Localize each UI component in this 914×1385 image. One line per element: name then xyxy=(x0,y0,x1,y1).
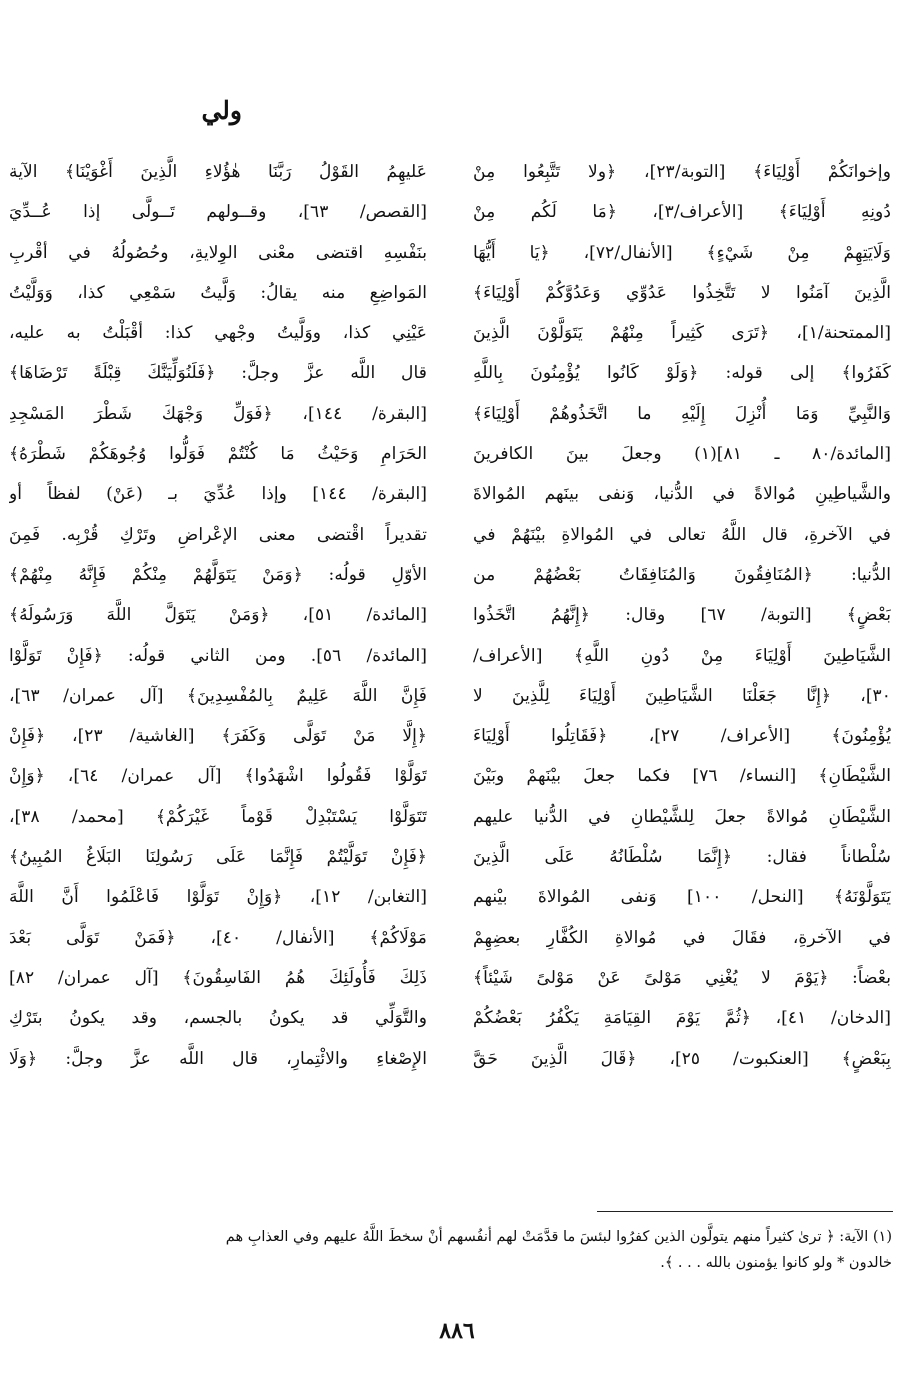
text-line: [التغابن/ ١٢]، ﴿وَإِنْ تَوَلَّوْا فَاعْلَمُوا أَنَّ اللَّهَ xyxy=(9,887,427,908)
footnote-line: (١) الآية: ﴿ ترىٰ كثيراً منهم يتولَّون الذين كفرُوا لبئسَ ما قدَّمَتْ لهم أنفُسهم أنْ سخطَ اللَّهُ عليهم وفي العذابِ هم xyxy=(225,1229,892,1245)
text-line: [الدخان/ ٤١]، ﴿ثُمَّ يَوْمَ القِيَامَةِ يَكْفُرُ بَعْضُكُمْ xyxy=(473,1008,891,1029)
text-line: والتَّوَلِّي قد يكونُ بالجسم، وقد يكونُ بتَرْكِ xyxy=(9,1008,427,1029)
text-line: ٣٠]، ﴿إِنَّا جَعَلْنَا الشَّيَاطِينَ أَوْلِيَاءَ لِلَّذِينَ لا xyxy=(473,685,891,706)
text-line: [المائدة/ ٥٦]. ومن الثاني قولُه: ﴿فَإِنْ تَوَلَّوْا xyxy=(9,645,427,666)
text-line: بَعْضٍ﴾ [التوبة/ ٦٧] وقال: ﴿إِنَّهُمُ اتَّخَذُوا xyxy=(473,605,891,626)
text-line: [البقرة/ ١٤٤]، ﴿فَوَلِّ وَجْهَكَ شَطْرَ المَسْجِدِ xyxy=(9,403,427,424)
text-line: الإِصْغاءِ والائْتِمارِ، قال اللَّه عزَّ وجلَّ: ﴿وَلَا xyxy=(9,1048,427,1069)
text-line: والشَّياطِينِ مُوالاةً في الدُّنيا، وَنفى بينَهم المُوالاةَ xyxy=(473,484,891,505)
text-line: ﴿إِلَّا مَنْ تَوَلَّى وَكَفَرَ﴾ [الغاشية/ ٢٣]، ﴿فَإِنْ xyxy=(9,726,427,747)
text-line: تَتَوَلَّوْا يَسْتَبْدِلْ قَوْماً غَيْرَكُمْ﴾ [محمد/ ٣٨]، xyxy=(9,806,427,827)
text-line: فَإِنَّ اللَّهَ عَلِيمٌ بِالمُفْسِدِينَ﴾ [آل عمران/ ٦٣]، xyxy=(9,685,427,706)
text-line: مَوْلَاكُمْ﴾ [الأنفال/ ٤٠]، ﴿فَمَنْ تَوَلَّى بَعْدَ xyxy=(9,927,427,948)
text-line: وَالنَّبِيِّ وَمَا أُنْزِلَ إِلَيْهِ ما اتَّخَذُوهُمْ أَوْلِيَاءَ﴾ xyxy=(473,403,891,424)
text-line: بِبَعْضٍ﴾ [العنكبوت/ ٢٥]، ﴿قَالَ الَّذِينَ حَقَّ xyxy=(473,1048,891,1069)
text-line: الحَرَامِ وَحَيْثُ مَا كُنْتُمْ فَوَلُّوا وُجُوهَكُمْ شَطْرَهُ﴾ xyxy=(9,444,427,465)
footnote xyxy=(42,1224,892,1276)
text-line: وإخوانَكُمْ أَوْلِيَاءَ﴾ [التوبة/٢٣]، ﴿ولا تَتَّبِعُوا مِنْ xyxy=(473,162,891,182)
text-line: في الآخرةِ، فقَالَ في مُوالاةِ الكُفَّارِ بعضِهِمْ xyxy=(473,927,891,948)
text-line: المَواضِعِ منه يقالُ: وَلَّيتُ سَمْعِي كذا، وَوَلَّيْتُ xyxy=(9,282,427,303)
text-line: ﴿فَإِنْ تَوَلَّيْتُمْ فَإِنَّمَا عَلَى رَسُولِنَا البَلَاغُ المُبِينُ﴾ xyxy=(9,847,427,868)
text-line: الأوّلِ قولُه: ﴿وَمَنْ يَتَوَلَّهُمْ مِنْكُمْ فَإِنَّهُ مِنْهُمْ﴾ xyxy=(9,564,427,585)
text-line: تَوَلَّوْا فَقُولُوا اشْهَدُوا﴾ [آل عمران/ ٦٤]، ﴿وَإِنْ xyxy=(9,766,427,787)
text-line: الشَّيْطَانِ مُوالاةً جعلَ لِلشَّيْطانِ في الدُّنيا عليهم xyxy=(473,806,891,827)
text-line: بنَفْسِهِ اقتضى معْنى الوِلايةِ، وحُصُولُهُ في أقْربِ xyxy=(9,242,427,263)
page-number: ٨٨٦ xyxy=(439,1318,475,1344)
footnote-line: خالدون * ولو كانوا يؤمنون بالله . . . ﴾. xyxy=(660,1255,892,1271)
text-line: قال اللَّه عزَّ وجلَّ: ﴿فَلَنُوَلِّيَنَّكَ قِبْلَةً تَرْضَاهَا﴾ xyxy=(9,363,427,384)
text-line: يُؤْمِنُونَ﴾ [الأعراف/ ٢٧]، ﴿فَقَاتِلُوا أَوْلِيَاءَ xyxy=(473,726,891,747)
page-header-title: ولي xyxy=(201,96,242,125)
text-line: ذَلِكَ فَأُولَئِكَ هُمُ الفَاسِقُونَ﴾ [آل عمران/ ٨٢] xyxy=(9,967,427,988)
text-line: الشَّيْطَانِ﴾ [النساء/ ٧٦] فكما جعلَ بيْنَهمْ وبَيْنَ xyxy=(473,766,891,787)
footnote-divider xyxy=(597,1211,893,1212)
text-line: عَليهِمُ القَوْلُ رَبَّنَا هٰؤُلاءِ الَّذِينَ أَغْوَيْنَا﴾ الآية xyxy=(9,162,427,182)
right-text-column xyxy=(473,152,891,1079)
text-line: عَيْنِي كذا، ووَلَّيتُ وجْهي كذا: أقْبَلْتُ به عليه، xyxy=(9,323,427,344)
text-line: [الممتحنة/١]، ﴿تَرَى كَثِيراً مِنْهُمْ يَتَوَلَّوْنَ الَّذِينَ xyxy=(473,323,891,344)
text-line: دُونِهِ أَوْلِيَاءَ﴾ [الأعراف/٣]، ﴿مَا لَكُم مِنْ xyxy=(473,202,891,223)
text-line: [المائدة/٨٠ ـ ٨١](١) وجعلَ بينَ الكافرينَ xyxy=(473,444,891,465)
text-line: في الآخرةِ، قال اللَّهُ تعالى في المُوالاةِ بيْنَهُمْ في xyxy=(473,524,891,545)
text-line: تقديراً اقْتضى معنى الإعْراضِ وتَرْكِ قُرْبِه. فَمِنَ xyxy=(9,524,427,545)
left-text-column xyxy=(9,152,427,1079)
text-line: يَتَوَلَّوْنَهُ﴾ [النحل/ ١٠٠] وَنفى المُوالاةَ بيْنهم xyxy=(473,887,891,908)
text-line: كَفَرُوا﴾ إلى قوله: ﴿وَلَوْ كَانُوا يُؤْمِنُونَ بِاللَّهِ xyxy=(473,363,891,384)
text-line: سُلْطاناً فقال: ﴿إِنَّمَا سُلْطَانُهُ عَلَى الَّذِينَ xyxy=(473,847,891,868)
text-line: [القصص/ ٦٣]، وقــولهم تَــولَّى إذا عُــدِّيَ xyxy=(9,202,427,223)
text-line: وَلَايَتِهِمْ مِنْ شَيْءٍ﴾ [الأنفال/٧٢]، ﴿يَا أَيُّهَا xyxy=(473,242,891,263)
text-line: [المائدة/ ٥١]، ﴿وَمَنْ يَتَوَلَّ اللَّهَ وَرَسُولَهُ﴾ xyxy=(9,605,427,626)
text-line: الدُّنيا: ﴿المُنَافِقُونَ وَالمُنَافِقَاتُ بَعْضُهُمْ من xyxy=(473,564,891,585)
text-line: الشَّيَاطِينَ أَوْلِيَاءَ مِنْ دُونِ اللَّهِ﴾ [الأعراف/ xyxy=(473,645,891,666)
text-line: بعْضاً: ﴿يَوْمَ لا يُغْنِي مَوْلىً عَنْ مَوْلىً شَيْئاً﴾ xyxy=(473,967,891,988)
text-line: الَّذِينَ آمَنُوا لا تَتَّخِذُوا عَدُوِّي وَعَدُوَّكُمْ أَوْلِيَاءَ﴾ xyxy=(473,282,891,303)
text-line: [البقرة/ ١٤٤] وإذا عُدِّيَ بـ (عَنْ) لفظاً أو xyxy=(9,484,427,505)
